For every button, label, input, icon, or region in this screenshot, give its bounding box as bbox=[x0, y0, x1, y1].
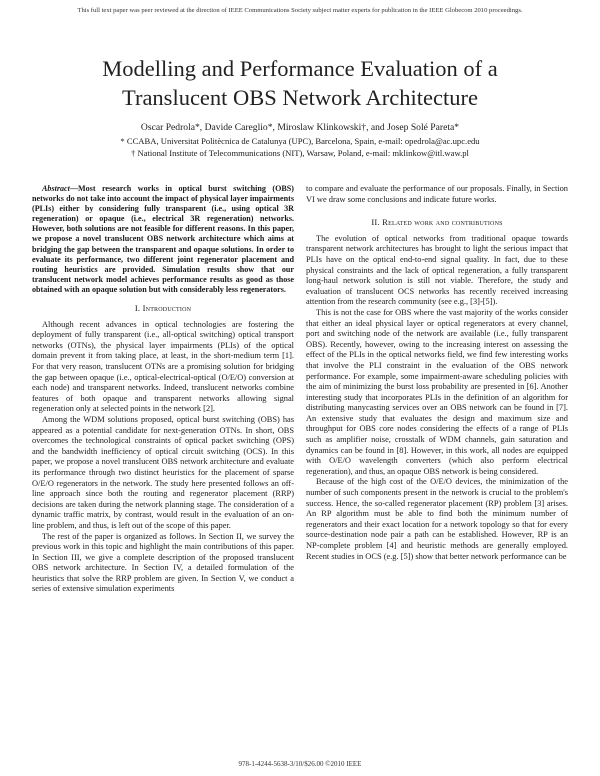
intro-paragraph-continued: to compare and evaluate the performance of our proposals. Finally, in Section VI we draw some conclusions and indicate future works. bbox=[306, 184, 568, 204]
section-title: Related work and contributions bbox=[382, 217, 503, 228]
left-column bbox=[32, 184, 294, 595]
abstract-text: —Most research works in optical burst switching (OBS) networks do not take into account the impact of physical layer impairments (PLIs) either by considering fully transparent (i.e., using optical 3R regeneration) or opaque (i.e., electrical 3R regeneration) networks. However, both solutions are not feasible for different reasons. In this paper, we propose a novel translucent OBS network architecture which aims at bridging the gap between the transparent and opaque solutions. In order to evaluate its performance, two different joint regenerator placement and routing heuristics are provided. Simulation results show that our translucent network model achieves performance results as good as those obtained with an opaque solution but with considerably less regenerators. bbox=[32, 184, 294, 294]
author-block bbox=[20, 122, 580, 160]
related-paragraph-1: The evolution of optical networks from traditional opaque towards transparent network architectures has brought to light the serious impact that PLIs have on the optical end-to-end signal quality. In fact, due to these physical constraints and the lack of optical regeneration, a fully transparent long-haul network solution is still not viable. Therefore, the study and evaluation of translucent OCS networks has recently received increasing attention from the research community (see e.g., [3]-[5]). bbox=[306, 233, 568, 307]
intro-paragraph-1: Although recent advances in optical technologies are fostering the deployment of fully transparent (i.e., all-optical switching) optical transport networks (OTNs), the physical layer impairments (PLIs) of the optical domain prevent it from taking place, at least, in the short-medium term [1]. For that very reason, translucent OTNs are a promising solution for bridging the gap between opaque (i.e., optical-electrical-optical (O/E/O) conversion at each node) and transparent networks. Indeed, translucent networks combine features of both opaque and transparent networks allowing signal regeneration only at selected points in the network [2]. bbox=[32, 319, 294, 414]
section-title: Introduction bbox=[142, 303, 192, 314]
section-heading-related-work bbox=[306, 217, 568, 228]
affiliation-2: † National Institute of Telecommunications (NIT), Warsaw, Poland, e-mail: mklinkow@itl.waw.pl bbox=[131, 148, 469, 158]
section-number: II. bbox=[371, 217, 380, 228]
paper-title bbox=[40, 54, 560, 112]
section-number: I. bbox=[134, 303, 141, 314]
author-names: Oscar Pedrola*, Davide Careglio*, Miroslaw Klinkowski†, and Josep Solé Pareta* bbox=[140, 122, 460, 133]
intro-paragraph-2: Among the WDM solutions proposed, optical burst switching (OBS) has appeared as a potential candidate for next-generation OTNs. In short, OBS overcomes the technological constraints of optical packet switching (OPS) and the bandwidth inefficiency of optical circuit switching (OCS). In this paper, we propose a novel translucent OBS network architecture and evaluate its performance through two distinct heuristics for the placement of sparse O/E/O regenerators in the network. The study here presented follows an off-line approach since both the routing and regenerator placement (RRP) decisions are taken during the network planning stage. The consideration of a dynamic traffic matrix, by contrast, would result in the evaluation of an on-line problem, and thus, is left out of the scope of this paper. bbox=[32, 414, 294, 530]
abstract bbox=[32, 184, 294, 295]
copyright-footer: 978-1-4244-5638-3/10/$26.00 ©2010 IEEE bbox=[238, 760, 362, 768]
affiliation-1: * CCABA, Universitat Politècnica de Catalunya (UPC), Barcelona, Spain, e-mail: opedrola@ac.upc.edu bbox=[120, 135, 480, 146]
section-heading-introduction bbox=[32, 303, 294, 314]
related-paragraph-2: This is not the case for OBS where the vast majority of the works consider that either an ideal physical layer or optical regenerators at every channel, port and switching node of the network are available (i.e., fully transparent OBS). Recently, however, owing to the increasing interest on assessing the effect of the PLIs in the optical networks field, we find few interesting works that involve the PLI constraint in the evaluation of the OBS network performance. For example, some impairment-aware scheduling policies with the aim of minimizing the burst loss probability are presented in [6]. Another interesting study that incorporates PLIs in the definition of an algorithm for distributing manycasting services over an OBS network can be found in [7]. An extensive study that evaluates the design and maximum size and throughput for OBS core nodes considering the effects of a range of PLIs such as amplifier noise, crosstalk of WDM channels, gain saturation and dynamics can be found in [8]. However, in this work, all nodes are equipped with O/E/O wavelength converters (which also perform electrical regeneration), and thus, an opaque OBS network is being considered. bbox=[306, 307, 568, 476]
abstract-label: Abstract bbox=[42, 184, 70, 193]
title-line-2: Translucent OBS Network Architecture bbox=[122, 85, 478, 110]
right-column bbox=[306, 184, 568, 562]
related-paragraph-3: Because of the high cost of the O/E/O devices, the minimization of the number of such components present in the network is crucial to the problem's success. Hence, the so-called regenerator placement (RP) problem [3] arises. An RP algorithm must be able to find both the minimum number of regenerators and their exact location for a network topology so that for every source-destination node pair a path can be established. However, RP is an NP-complete problem [4] and heuristic methods are generally employed. Recent studies in OCS (e.g. [5]) show that better network performance can be bbox=[306, 477, 568, 561]
intro-paragraph-3: The rest of the paper is organized as follows. In Section II, we survey the previous work in this topic and highlight the main contributions of this paper. In Section III, we give a complete description of the proposed translucent OBS network architecture. In Section IV, a detailed formulation of the heuristics that solve the RRP problem are given. In Section V, we conduct a series of extensive simulation experiments bbox=[32, 531, 294, 594]
title-line-1: Modelling and Performance Evaluation of a bbox=[102, 56, 498, 81]
peer-review-notice: This full text paper was peer reviewed at the direction of IEEE Communications Society subject matter experts for publication in the IEEE Globecom 2010 proceedings. bbox=[77, 7, 523, 14]
